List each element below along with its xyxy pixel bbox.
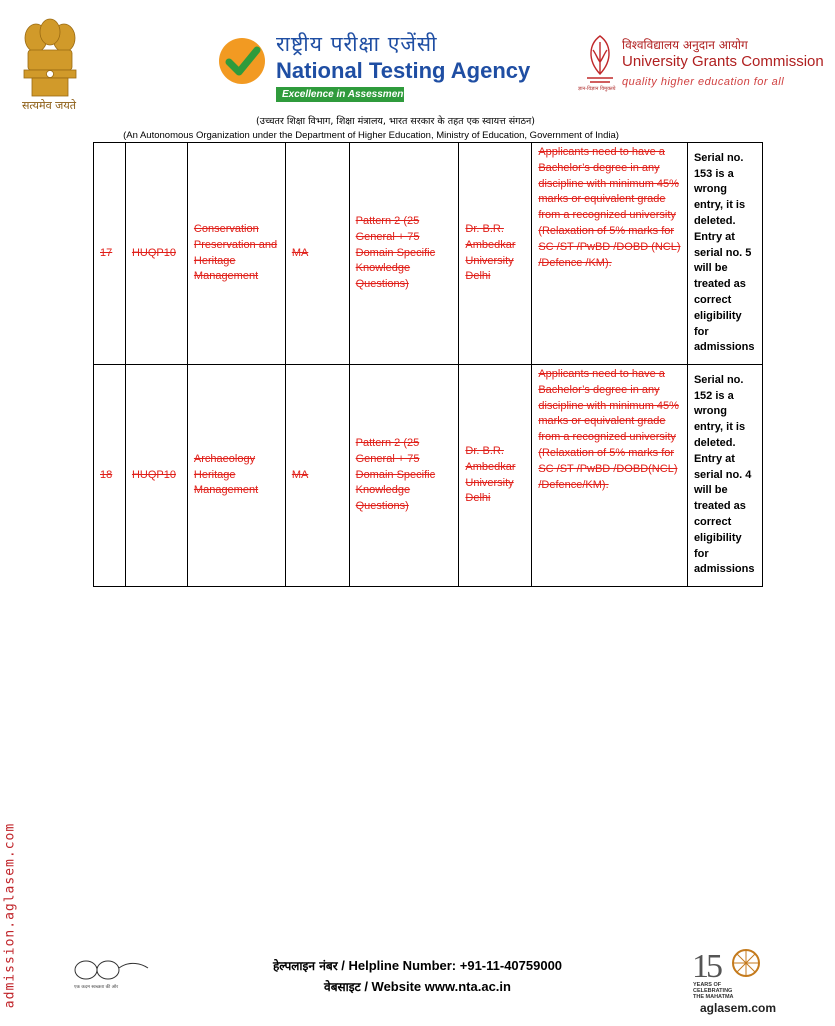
university-cell: Dr. B.R. Ambedkar University Delhi (459, 365, 532, 587)
serial-number-cell: 18 (94, 365, 126, 587)
ugc-name-english: University Grants Commission (622, 53, 824, 70)
table-row (94, 365, 763, 587)
website-link[interactable]: / Website www.nta.ac.in (360, 979, 511, 994)
website-label-hindi: वेबसाइट (324, 980, 361, 994)
university-cell: Dr. B.R. Ambedkar University Delhi (459, 143, 532, 365)
gandhi-line-3: THE MAHATMA (693, 994, 734, 1000)
gandhi-line-1: YEARS OF (693, 982, 722, 988)
svg-text:5: 5 (706, 948, 723, 985)
table-row (94, 143, 763, 365)
serial-number-cell: 17 (94, 143, 126, 365)
programme-cell: Conservation Preservation and Heritage Management (187, 143, 285, 365)
degree-cell: MA (285, 143, 349, 365)
helpline-label-hindi: हेल्पलाइन नंबर (272, 959, 338, 973)
nta-name-hindi: राष्ट्रीय परीक्षा एजेंसी (276, 32, 438, 56)
ugc-logo-icon (581, 30, 619, 88)
nta-logo-icon (217, 36, 267, 86)
eligibility-cell: Applicants need to have a Bachelor’s degree in any discipline with minimum 45% marks or equivalent grade from a recognized university (Relaxation of 5% marks for SC /ST /PwBD /DOBD(NCL) /Defence/KM). (532, 365, 688, 587)
subject-code-cell: HUQP10 (125, 143, 187, 365)
ugc-logo-caption: ज्ञान-विज्ञान विमुक्तये (578, 86, 616, 92)
swachh-caption: एक कदम स्वच्छता की ओर (74, 985, 119, 990)
ugc-name-hindi: विश्वविद्यालय अनुदान आयोग (622, 38, 748, 52)
programme-cell: Archaeology Heritage Management (187, 365, 285, 587)
remark-cell: Serial no. 153 is a wrong entry, it is deleted. Entry at serial no. 5 will be treated as correct eligibility for admissions (687, 143, 762, 365)
degree-cell: MA (285, 365, 349, 587)
nta-name-english: National Testing Agency (276, 58, 531, 83)
watermark-text: admission.aglasem.com (2, 822, 18, 1009)
eligibility-cell: Applicants need to have a Bachelor’s degree in any discipline with minimum 45% marks or equivalent grade from a recognized university (Relaxation of 5% marks for SC /ST /PwBD /DOBD (NCL) /Defence /KM). (532, 143, 688, 365)
aglasem-brand: aglasem.com (700, 1001, 777, 1015)
remark-cell: Serial no. 152 is a wrong entry, it is deleted. Entry at serial no. 4 will be treated as correct eligibility for admissions (687, 365, 762, 587)
pattern-cell: Pattern 2 (25 General + 75 Domain Specific Knowledge Questions) (349, 143, 459, 365)
subtitle-hindi: (उच्चतर शिक्षा विभाग, शिक्षा मंत्रालय, भारत सरकार के तहत एक स्वायत्त संगठन) (256, 116, 535, 127)
subject-code-cell: HUQP10 (125, 365, 187, 587)
helpline-number: / Helpline Number: +91-11-40759000 (337, 958, 563, 973)
corrigendum-table (93, 142, 763, 587)
svg-text:1: 1 (692, 948, 709, 985)
nta-tagline: Excellence in Assessment (276, 87, 404, 102)
subtitle-english: (An Autonomous Organization under the Department of Higher Education, Ministry of Education, Government of India) (123, 130, 619, 141)
gandhi-line-2: CELEBRATING (693, 988, 733, 994)
pattern-cell: Pattern 2 (25 General + 75 Domain Specific Knowledge Questions) (349, 365, 459, 587)
emblem-motto: सत्यमेव जयते (21, 99, 76, 112)
ugc-tagline: quality higher education for all (622, 76, 785, 88)
gandhi-150-text (693, 982, 734, 1000)
